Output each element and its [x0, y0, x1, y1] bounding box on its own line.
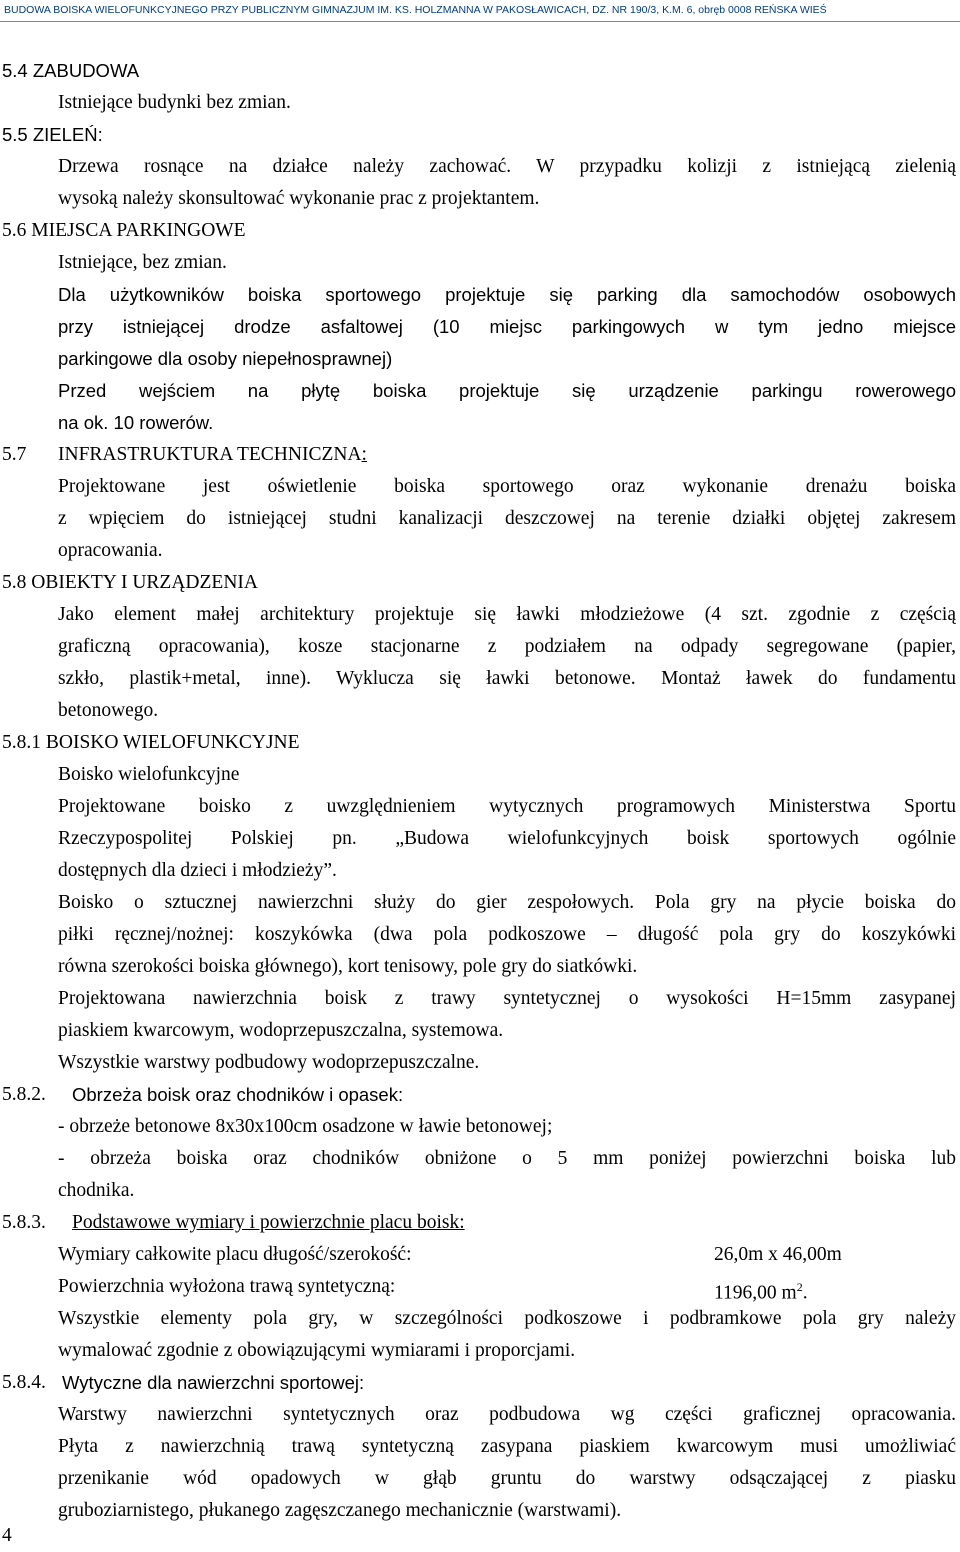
dimension-label: Wymiary całkowite placu długość/szerokość: — [58, 1244, 412, 1265]
section-heading-5-8: 5.8 OBIEKTY I URZĄDZENIA — [2, 572, 258, 593]
dimension-value: 26,0m x 46,00m — [714, 1244, 842, 1265]
paragraph-line: parkingowe dla osoby niepełnosprawnej) — [58, 348, 393, 369]
paragraph-line: wymalować zgodnie z obowiązującymi wymiarami i proporcjami. — [58, 1340, 576, 1361]
paragraph-line: Dla użytkowników boiska sportowego projektuje się parking dla samochodów osobowych — [58, 284, 956, 305]
paragraph-line: Rzeczypospolitej Polskiej pn. „Budowa wielofunkcyjnych boisk sportowych ogólnie — [58, 828, 956, 849]
header-divider — [0, 21, 960, 22]
paragraph-line: przy istniejącej drodze asfaltowej (10 miejsc parkingowych w tym jedno miejsce — [58, 316, 956, 337]
paragraph-line: piłki ręcznej/nożnej: koszykówka (dwa pola podkoszowe – długość pola gry do koszykówki — [58, 924, 956, 945]
paragraph-line: szkło, plastik+metal, inne). Wyklucza się ławki betonowe. Montaż ławek do fundamentu — [58, 668, 956, 689]
paragraph-line: Boisko o sztucznej nawierzchni służy do gier zespołowych. Pola gry na płycie boiska do — [58, 892, 956, 913]
section-heading-5-4: 5.4 ZABUDOWA — [2, 60, 140, 81]
paragraph-line: Drzewa rosnące na działce należy zachować. W przypadku kolizji z istniejącą zielenią — [58, 156, 956, 177]
area-period: . — [802, 1282, 808, 1304]
section-number-5-8-4: 5.8.4. — [2, 1372, 46, 1393]
section-number-5-8-3: 5.8.3. — [2, 1212, 46, 1233]
section-heading-5-8-3: Podstawowe wymiary i powierzchnie placu boisk: — [72, 1212, 465, 1233]
paragraph-line: Jako element małej architektury projektuje się ławki młodzieżowe (4 szt. zgodnie z częścią — [58, 604, 956, 625]
paragraph-line: Przed wejściem na płytę boiska projektuje się urządzenie parkingu rowerowego — [58, 380, 956, 401]
paragraph-line: z wpięciem do istniejącej studni kanalizacji deszczowej na terenie działki objętej zakresem — [58, 508, 956, 529]
paragraph-line: Projektowana nawierzchnia boisk z trawy syntetycznej o wysokości H=15mm zasypanej — [58, 988, 956, 1009]
document-running-header: BUDOWA BOISKA WIELOFUNKCYJNEGO PRZY PUBLICZNYM GIMNAZJUM IM. KS. HOLZMANNA W PAKOSŁAWICACH, DZ. NR 190/3, K.M. 6, obręb 0008 REŃSKA WIEŚ — [0, 0, 960, 22]
heading-text: INFRASTRUKTURA TECHNICZNA — [58, 444, 362, 465]
area-value — [714, 1275, 808, 1306]
heading-colon: : — [361, 444, 367, 465]
paragraph-line: Płyta z nawierzchnią trawą syntetyczną zasypana piaskiem kwarcowym musi umożliwiać — [58, 1436, 956, 1457]
paragraph-line: gruboziarnistego, płukanego zagęszczanego mechanicznie (warstwami). — [58, 1500, 622, 1521]
paragraph-line: graficzną opracowania), kosze stacjonarne z podziałem na odpady segregowane (papier, — [58, 636, 956, 657]
section-heading-5-8-4: Wytyczne dla nawierzchni sportowej: — [62, 1372, 365, 1393]
paragraph-line: Wszystkie warstwy podbudowy wodoprzepuszczalne. — [58, 1052, 480, 1073]
section-number-5-7: 5.7 — [2, 444, 27, 465]
section-heading-5-8-1: 5.8.1 BOISKO WIELOFUNKCYJNE — [2, 732, 300, 753]
paragraph-line: piaskiem kwarcowym, wodoprzepuszczalna, systemowa. — [58, 1020, 504, 1041]
paragraph-line: - obrzeże betonowe 8x30x100cm osadzone w ławie betonowej; — [58, 1116, 553, 1137]
section-number-5-8-2: 5.8.2. — [2, 1084, 46, 1105]
section-heading-5-8-2: Obrzeża boisk oraz chodników i opasek: — [72, 1084, 404, 1105]
section-heading-5-5: 5.5 ZIELEŃ: — [2, 124, 103, 145]
area-number: 1196,00 m — [714, 1282, 797, 1304]
paragraph-line: opracowania. — [58, 540, 163, 561]
page-number: 4 — [2, 1525, 12, 1546]
paragraph-line: betonowego. — [58, 700, 159, 721]
paragraph-line: Istniejące, bez zmian. — [58, 252, 227, 273]
paragraph-line: - obrzeża boiska oraz chodników obniżone o 5 mm poniżej powierzchni boiska lub — [58, 1148, 956, 1169]
paragraph-line: chodnika. — [58, 1180, 135, 1201]
paragraph-line: Wszystkie elementy pola gry, w szczególności podkoszowe i podbramkowe pola gry należy — [58, 1308, 956, 1329]
paragraph-line: przenikanie wód opadowych w głąb gruntu do warstwy odsączającej z piasku — [58, 1468, 956, 1489]
paragraph-line: Istniejące budynki bez zmian. — [58, 92, 291, 113]
area-exponent: 2 — [796, 1280, 803, 1294]
paragraph-line: Projektowane boisko z uwzględnieniem wytycznych programowych Ministerstwa Sportu — [58, 796, 956, 817]
paragraph-line: równa szerokości boiska głównego), kort tenisowy, pole gry do siatkówki. — [58, 956, 638, 977]
paragraph-line: dostępnych dla dzieci i młodzieży”. — [58, 860, 337, 881]
paragraph-line: Projektowane jest oświetlenie boiska sportowego oraz wykonanie drenażu boiska — [58, 476, 956, 497]
paragraph-line: Warstwy nawierzchni syntetycznych oraz podbudowa wg części graficznej opracowania. — [58, 1404, 956, 1425]
area-label: Powierzchnia wyłożona trawą syntetyczną: — [58, 1276, 396, 1297]
paragraph-line: Boisko wielofunkcyjne — [58, 764, 240, 785]
section-heading-5-7 — [58, 443, 367, 467]
paragraph-line: wysoką należy skonsultować wykonanie prac z projektantem. — [58, 188, 540, 209]
paragraph-line: na ok. 10 rowerów. — [58, 412, 214, 433]
section-heading-5-6: 5.6 MIEJSCA PARKINGOWE — [2, 220, 246, 241]
